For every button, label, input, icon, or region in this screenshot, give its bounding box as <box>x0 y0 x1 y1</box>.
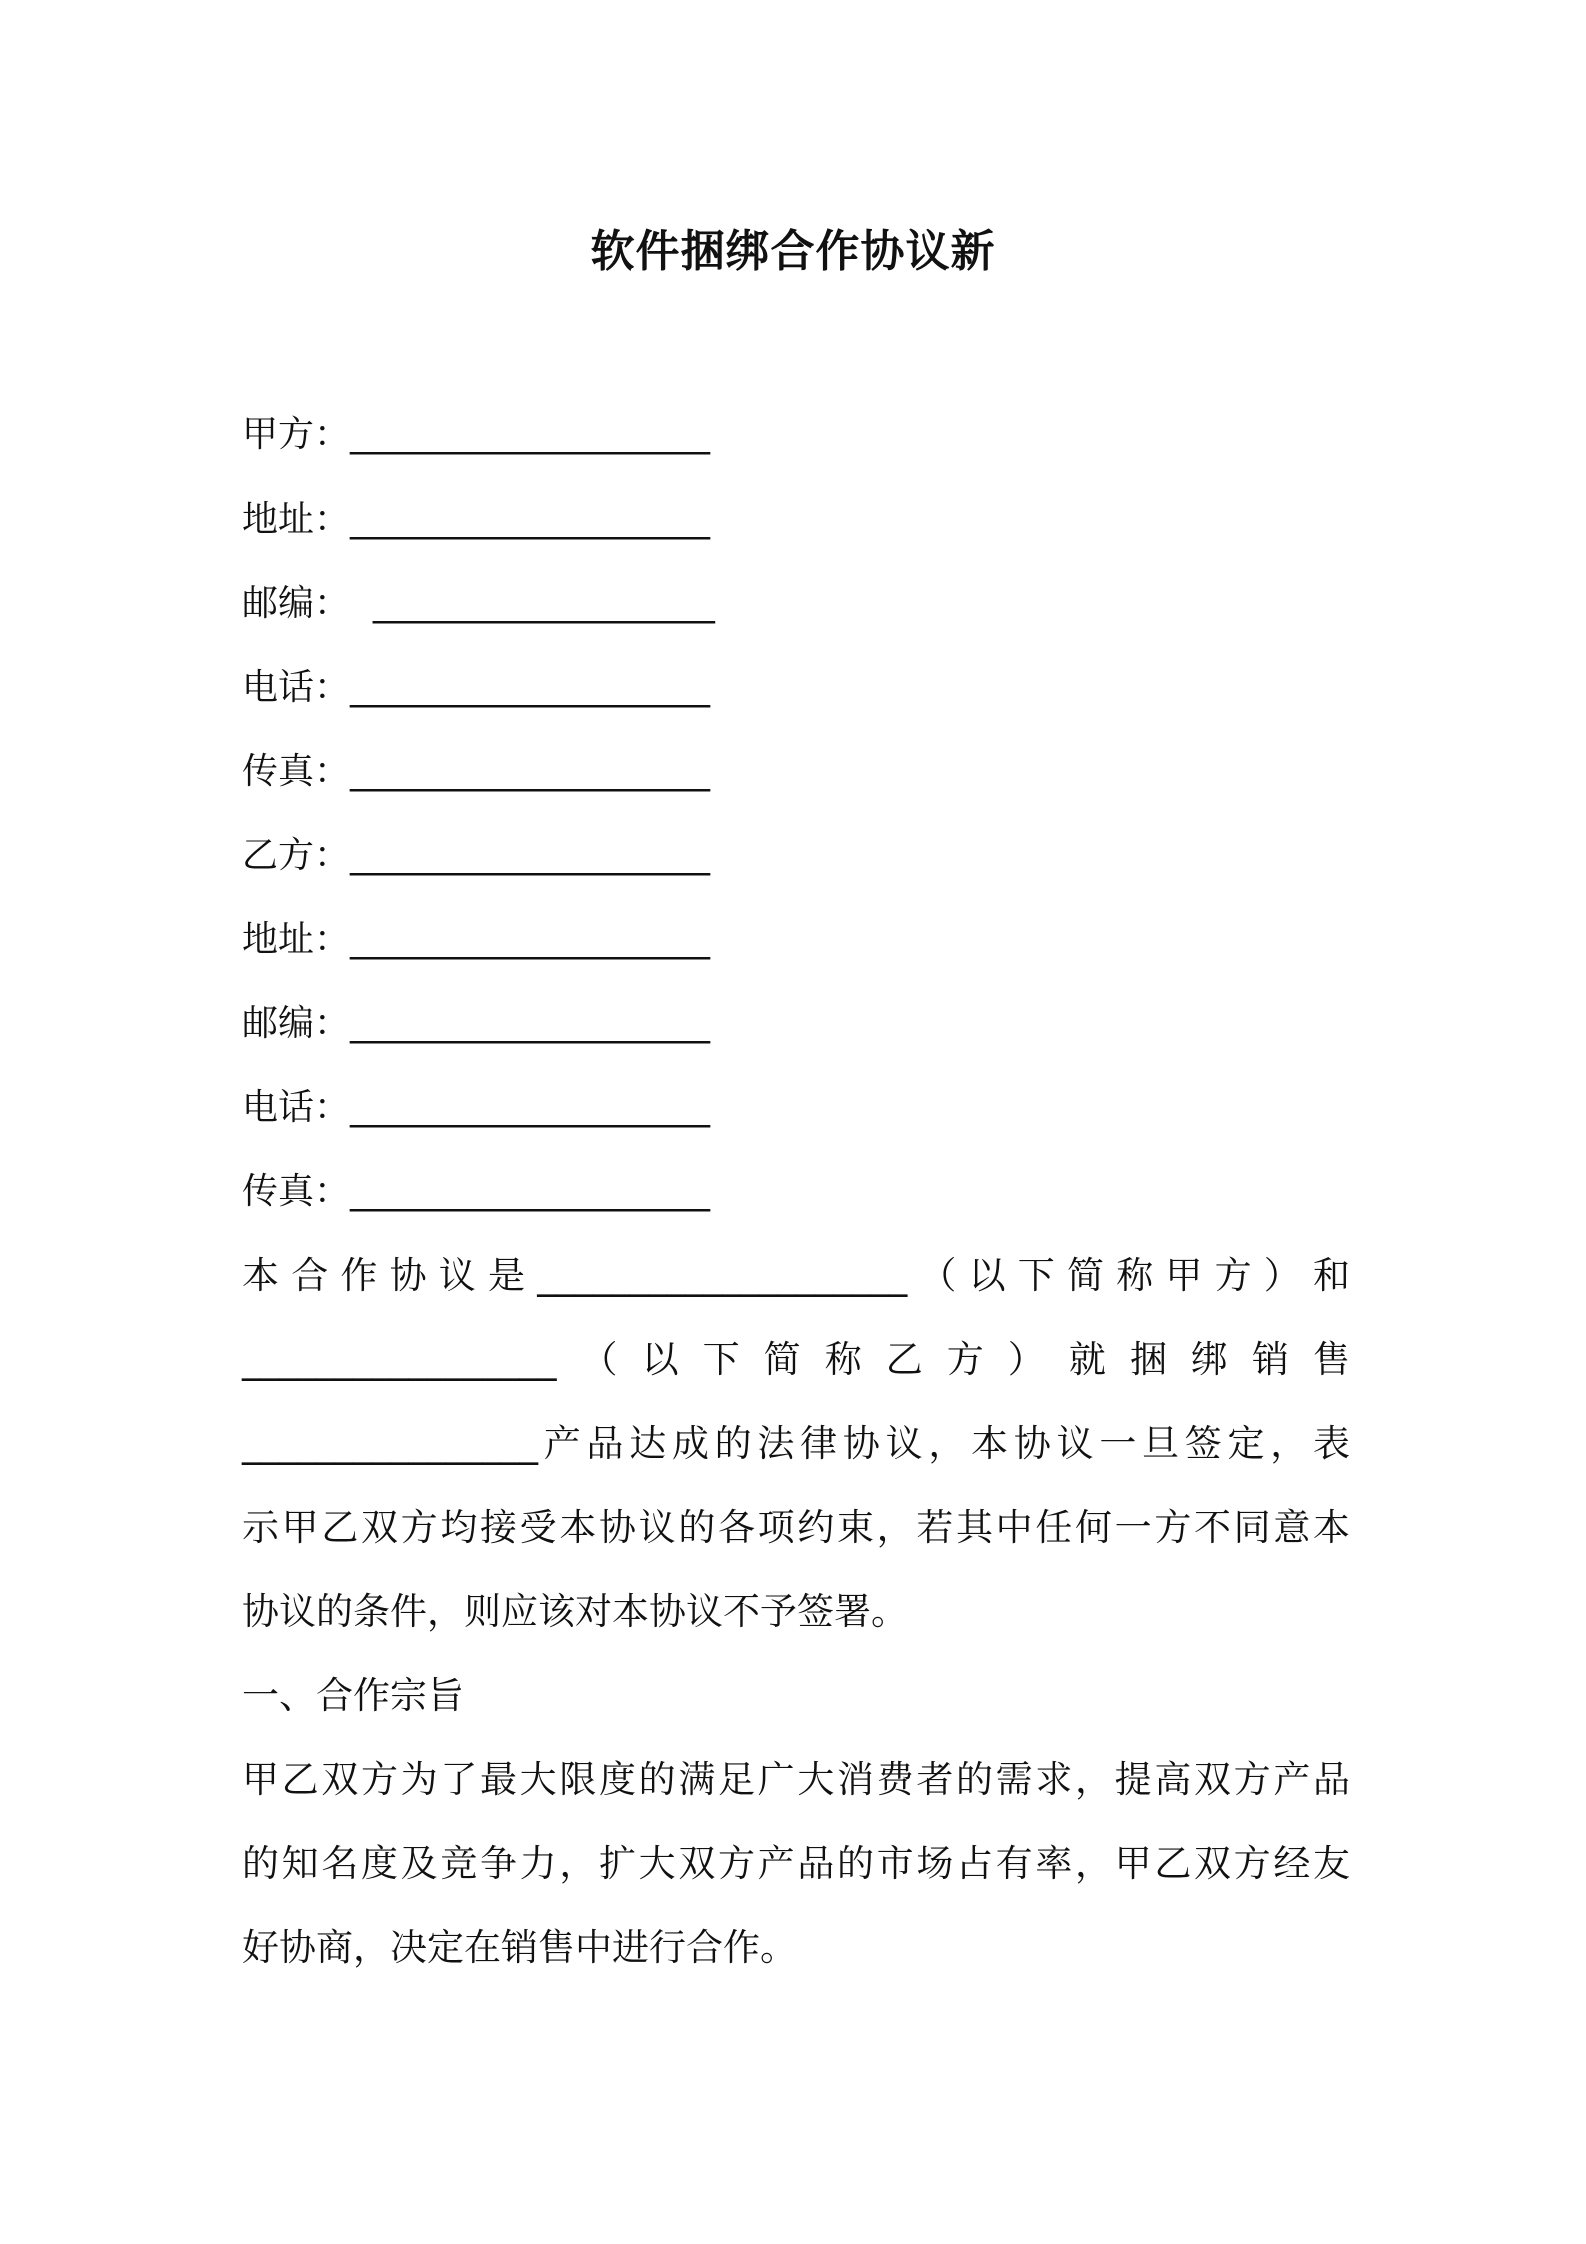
section-1-line-1: 甲乙双方为了最大限度的满足广大消费者的需求，提高双方产品 <box>242 1758 1350 1801</box>
party-a-postcode-blank[interactable]: ___________________ <box>350 583 715 624</box>
party-a-address-field <box>242 490 710 550</box>
party-b-address-blank[interactable]: ____________________ <box>350 919 711 960</box>
preamble-line-2: _________________（以下简称乙方）就捆绑销售 <box>242 1338 1350 1381</box>
party-b-name-blank[interactable]: ____________________ <box>350 835 711 876</box>
party-b-postcode-label: 邮编： <box>242 1003 351 1044</box>
preamble-line-5: 协议的条件，则应该对本协议不予签署。 <box>242 1590 908 1633</box>
party-a-phone-label: 电话： <box>242 667 351 708</box>
party-a-name-blank[interactable]: ____________________ <box>350 414 711 455</box>
party-a-phone-field <box>242 658 710 718</box>
party-a-fax-field <box>242 742 710 802</box>
preamble-line-1: 本合作协议是____________________（以下简称甲方）和 <box>242 1254 1350 1297</box>
party-a-phone-blank[interactable]: ____________________ <box>350 667 711 708</box>
preamble-line-4: 示甲乙双方均接受本协议的各项约束，若其中任何一方不同意本 <box>242 1506 1350 1549</box>
document-title: 软件捆绑合作协议新 <box>590 226 996 277</box>
party-a-address-label: 地址： <box>242 499 351 540</box>
party-a-fax-label: 传真： <box>242 751 351 792</box>
party-b-fax-label: 传真： <box>242 1171 351 1212</box>
party-b-postcode-field <box>242 994 710 1054</box>
party-a-address-blank[interactable]: ____________________ <box>350 499 711 540</box>
party-b-address-label: 地址： <box>242 919 351 960</box>
party-b-phone-blank[interactable]: ____________________ <box>350 1087 711 1128</box>
party-b-phone-label: 电话： <box>242 1087 351 1128</box>
party-b-postcode-blank[interactable]: ____________________ <box>350 1003 711 1044</box>
party-a-postcode-field <box>242 574 715 634</box>
party-a-postcode-label: 邮编： <box>242 583 351 624</box>
party-b-name-label: 乙方： <box>242 835 351 876</box>
preamble-line-3: ________________产品达成的法律协议，本协议一旦签定，表 <box>242 1422 1350 1465</box>
party-a-name-field <box>242 405 710 465</box>
party-b-address-field <box>242 910 710 970</box>
party-b-name-field <box>242 826 710 886</box>
party-b-fax-blank[interactable]: ____________________ <box>350 1171 711 1212</box>
party-b-fax-field <box>242 1162 710 1222</box>
party-b-phone-field <box>242 1078 710 1138</box>
section-1-line-3: 好协商，决定在销售中进行合作。 <box>242 1926 797 1969</box>
party-a-fax-blank[interactable]: ____________________ <box>350 751 711 792</box>
section-1-line-2: 的知名度及竞争力，扩大双方产品的市场占有率，甲乙双方经友 <box>242 1842 1350 1885</box>
section-1-heading: 一、合作宗旨 <box>242 1674 464 1717</box>
party-a-name-label: 甲方： <box>242 414 351 455</box>
